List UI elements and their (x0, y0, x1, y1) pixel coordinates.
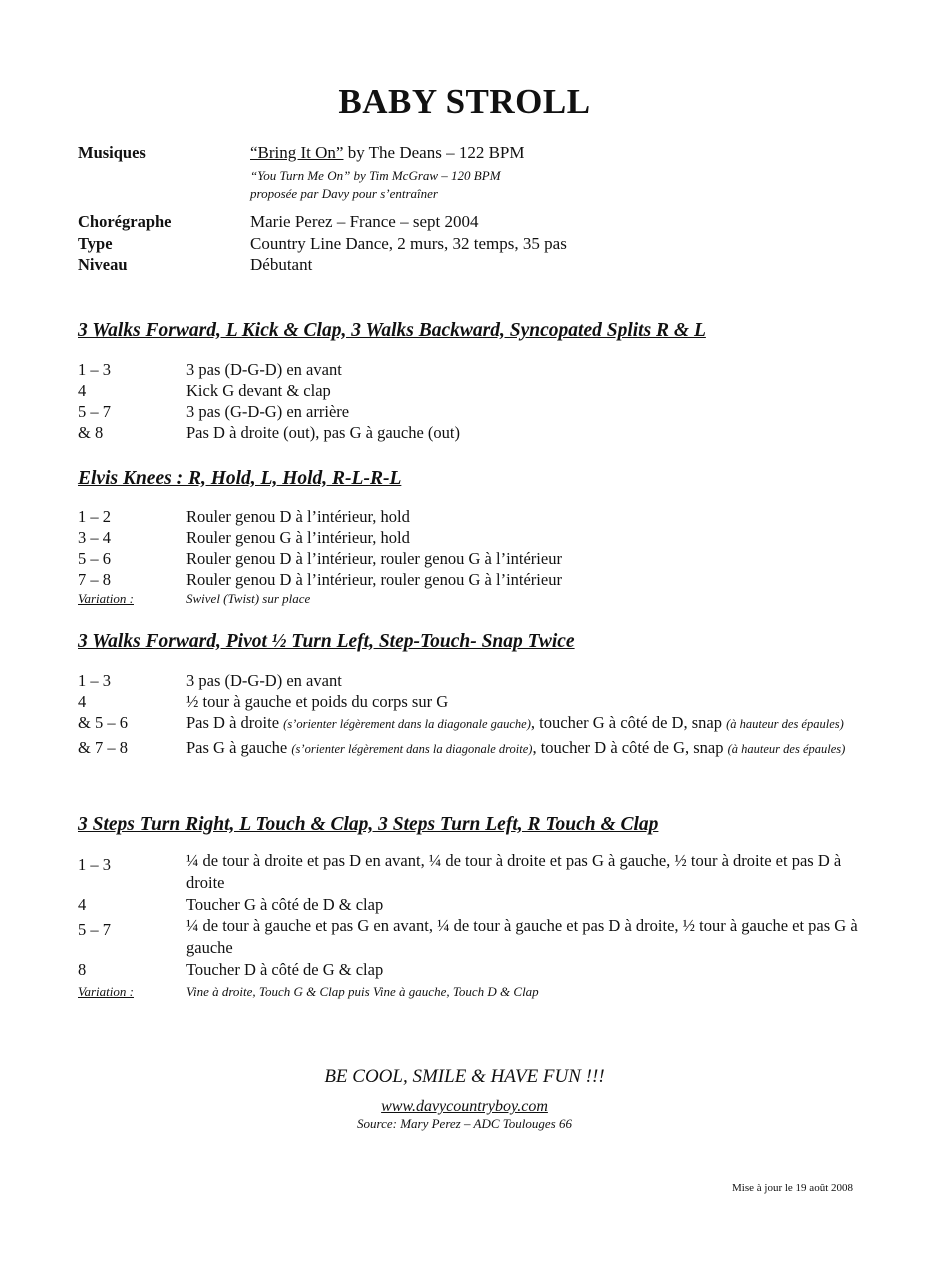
step-desc-note-2: (à hauteur des épaules) (727, 742, 846, 756)
step-desc: Rouler genou D à l’intérieur, rouler genou G à l’intérieur (186, 570, 562, 589)
musiques-label: Musiques (78, 143, 146, 162)
step-desc: Toucher D à côté de G & clap (186, 960, 384, 979)
section-2-steps (78, 506, 878, 608)
step-desc: Rouler genou G à l’intérieur, hold (186, 528, 410, 547)
step-desc-a: Pas G à gauche (186, 738, 292, 757)
type-value: Country Line Dance, 2 murs, 32 temps, 35 pas (250, 234, 567, 253)
music2-line1: “You Turn Me On” by Tim McGraw – 120 BPM (250, 168, 501, 183)
step-desc-c: , toucher G à côté de D, snap (530, 713, 727, 732)
step-desc-note: (s’orienter légèrement dans la diagonale gauche) (283, 717, 531, 731)
page-title: BABY STROLL (338, 82, 591, 121)
step-row (78, 506, 878, 527)
step-desc: ½ tour à gauche et poids du corps sur G (186, 692, 449, 711)
step-count: 5 – 6 (78, 549, 111, 568)
source-credit: Source: Mary Perez – ADC Toulouges 66 (357, 1116, 572, 1131)
step-row (78, 422, 878, 443)
step-desc (186, 712, 878, 735)
type-label: Type (78, 234, 113, 253)
step-row (78, 737, 878, 760)
step-count: 8 (78, 960, 87, 979)
step-desc: 3 pas (G-D-G) en arrière (186, 402, 350, 421)
step-count: 4 (78, 381, 87, 400)
section-1-title: 3 Walks Forward, L Kick & Clap, 3 Walks Backward, Syncopated Splits R & L (78, 320, 706, 341)
music1-rest: by The Deans – 122 BPM (343, 143, 525, 162)
section-3-steps (78, 670, 878, 760)
step-row (78, 712, 878, 735)
website-link[interactable]: www.davycountryboy.com (381, 1098, 548, 1115)
variation-label: Variation : (78, 591, 134, 606)
step-count: 5 – 7 (78, 402, 111, 421)
step-row (78, 959, 878, 980)
step-row (78, 527, 878, 548)
step-desc: Rouler genou D à l’intérieur, rouler genou G à l’intérieur (186, 549, 562, 568)
niveau-value: Débutant (250, 255, 313, 274)
step-count: & 8 (78, 423, 104, 442)
step-desc: Pas D à droite (out), pas G à gauche (out) (186, 423, 460, 442)
variation-text: Vine à droite, Touch G & Clap puis Vine à gauche, Touch D & Clap (186, 984, 539, 999)
choregraphe-row (78, 211, 878, 233)
niveau-label: Niveau (78, 255, 128, 274)
choregraphe-value: Marie Perez – France – sept 2004 (250, 212, 479, 231)
music1-title: “Bring It On” (250, 143, 344, 162)
step-row (78, 670, 878, 691)
step-desc-note-2: (à hauteur des épaules) (726, 717, 844, 731)
step-row (78, 691, 878, 712)
step-count: 1 – 3 (78, 855, 111, 874)
step-desc: 3 pas (D-G-D) en avant (186, 360, 342, 379)
variation-row (78, 983, 878, 1001)
niveau-row (78, 254, 878, 275)
step-count: & 5 – 6 (78, 713, 128, 732)
step-row (78, 548, 878, 569)
step-row (78, 850, 878, 894)
step-desc-a: Pas D à droite (186, 713, 284, 732)
step-desc: ¼ de tour à gauche et pas G en avant, ¼ de tour à gauche et pas D à droite, ½ tour à gauche et pas G à gauche (186, 916, 858, 957)
step-count: 4 (78, 692, 87, 711)
step-row (78, 894, 878, 915)
music2-line2: proposée par Davy pour s’entraîner (250, 186, 438, 201)
step-desc: Toucher G à côté de D & clap (186, 895, 384, 914)
choregraphe-label: Chorégraphe (78, 212, 172, 231)
step-count: 1 – 3 (78, 360, 111, 379)
step-row (78, 569, 878, 590)
section-4-title: 3 Steps Turn Right, L Touch & Clap, 3 Steps Turn Left, R Touch & Clap (78, 814, 659, 835)
section-3-title: 3 Walks Forward, Pivot ½ Turn Left, Step-Touch- Snap Twice (78, 631, 575, 652)
slogan: BE COOL, SMILE & HAVE FUN !!! (324, 1066, 605, 1087)
step-count: 3 – 4 (78, 528, 111, 547)
step-row (78, 401, 878, 422)
step-desc: Rouler genou D à l’intérieur, hold (186, 507, 410, 526)
step-desc: ¼ de tour à droite et pas D en avant, ¼ de tour à droite et pas G à gauche, ½ tour à droite et pas D à droite (186, 851, 842, 892)
step-count: 7 – 8 (78, 570, 111, 589)
step-row (78, 359, 878, 380)
step-row (78, 380, 878, 401)
music2 (250, 167, 878, 203)
variation-row (78, 590, 878, 608)
variation-label: Variation : (78, 984, 134, 999)
step-count: 1 – 2 (78, 507, 111, 526)
step-count: 5 – 7 (78, 920, 111, 939)
step-count: 1 – 3 (78, 671, 111, 690)
step-desc: 3 pas (D-G-D) en avant (186, 671, 342, 690)
step-count: 4 (78, 895, 87, 914)
section-4-steps (78, 850, 878, 1001)
updated-date: Mise à jour le 19 août 2008 (732, 1182, 853, 1194)
step-row (78, 915, 878, 959)
type-row (78, 233, 878, 254)
step-desc-c: , toucher D à côté de G, snap (532, 738, 728, 757)
music1 (250, 143, 525, 163)
section-2-title: Elvis Knees : R, Hold, L, Hold, R-L-R-L (78, 468, 402, 489)
step-desc: Kick G devant & clap (186, 381, 331, 400)
variation-text: Swivel (Twist) sur place (186, 591, 311, 606)
music-row (78, 143, 878, 163)
section-1-steps (78, 359, 878, 443)
step-count: & 7 – 8 (78, 738, 128, 757)
dance-info (78, 143, 878, 275)
step-desc (186, 737, 878, 760)
step-desc-note: (s’orienter légèrement dans la diagonale droite) (291, 742, 533, 756)
